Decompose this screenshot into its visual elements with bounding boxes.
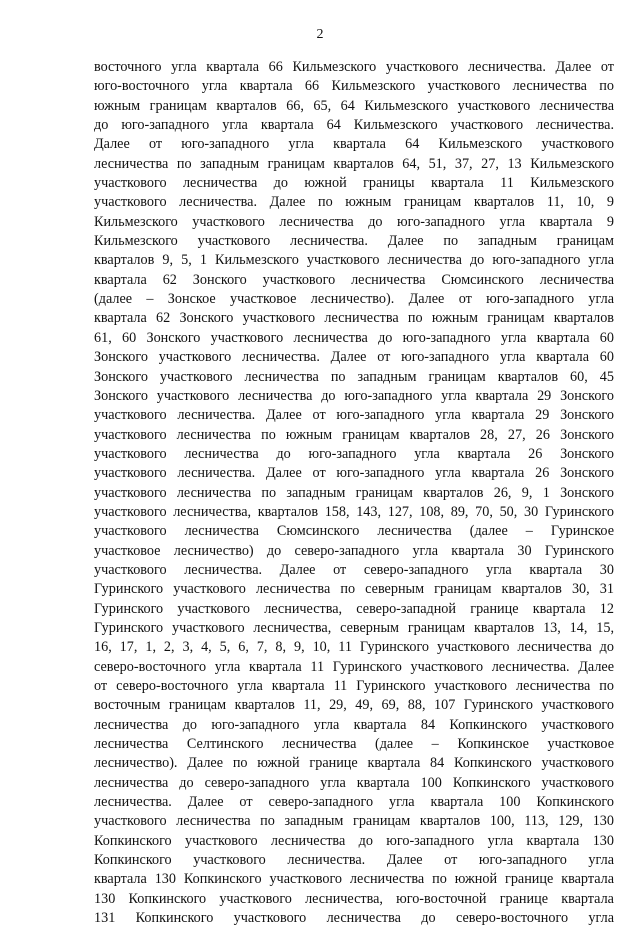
text-line: южным границам кварталов 66, 65, 64 Кильмезского участкового лесничества — [94, 97, 614, 114]
text-line: Гуринского участкового лесничества, северо-западной границе квартала 12 — [94, 600, 614, 617]
page-number: 2 — [316, 27, 324, 42]
text-line: лесничества до юго-западного угла квартала 84 Копкинского участкового — [94, 716, 614, 733]
text-line: участкового лесничества Сюмсинского лесничества (далее – Гуринское — [94, 523, 614, 540]
text-line: Кильмезского участкового лесничества до юго-западного угла квартала 9 — [94, 213, 614, 230]
text-line: квартала 62 Зонского участкового лесничества Сюмсинского лесничества — [94, 271, 614, 288]
text-line: участкового лесничества по западным границам кварталов 26, 9, 1 Зонского — [94, 484, 614, 501]
body-text — [94, 58, 614, 928]
text-line: лесничества. Далее от северо-западного угла квартала 100 Копкинского — [94, 794, 614, 811]
text-line: лесничество). Далее по южной границе квартала 84 Копкинского участкового — [94, 755, 614, 772]
text-line: 130 Копкинского участкового лесничества, юго-восточной границе квартала — [94, 890, 614, 907]
text-line: участкового лесничества. Далее от северо-западного угла квартала 30 — [94, 561, 614, 578]
text-line: 131 Копкинского участкового лесничества до северо-восточного угла — [94, 910, 614, 927]
text-line: участкового лесничества. Далее от юго-западного угла квартала 26 Зонского — [94, 465, 614, 482]
text-line: лесничества до северо-западного угла квартала 100 Копкинского участкового — [94, 774, 614, 791]
text-line: квартала 62 Зонского участкового лесничества по южным границам кварталов — [94, 310, 614, 327]
text-line: (далее – Зонское участковое лесничество). Далее от юго-западного угла — [94, 291, 614, 308]
text-line: кварталов 9, 5, 1 Кильмезского участкового лесничества до юго-западного угла — [94, 252, 614, 269]
text-line: восточным границам кварталов 11, 29, 49, 69, 88, 107 Гуринского участкового — [94, 697, 614, 714]
text-line: северо-восточного угла квартала 11 Гуринского участкового лесничества. Далее — [94, 658, 614, 675]
text-line: юго-восточного угла квартала 66 Кильмезского участкового лесничества по — [94, 78, 614, 95]
text-line: Кильмезского участкового лесничества. Далее по западным границам — [94, 233, 614, 250]
text-line: Копкинского участкового лесничества до юго-западного угла квартала 130 — [94, 832, 614, 849]
text-line: восточного угла квартала 66 Кильмезского участкового лесничества. Далее от — [94, 59, 614, 75]
text-line: Зонского участкового лесничества. Далее от юго-западного угла квартала 60 — [94, 349, 614, 366]
text-line: участкового лесничества. Далее от юго-западного угла квартала 29 Зонского — [94, 407, 614, 424]
text-line: участкового лесничества по западным границам кварталов 100, 113, 129, 130 — [94, 813, 614, 830]
text-line: Гуринского участкового лесничества по северным границам кварталов 30, 31 — [94, 581, 614, 598]
text-line: Зонского участкового лесничества до юго-западного угла квартала 29 Зонского — [94, 387, 614, 404]
text-line: Гуринского участкового лесничества, северным границам кварталов 13, 14, 15, — [94, 619, 614, 636]
text-line: Зонского участкового лесничества по западным границам кварталов 60, 45 — [94, 368, 614, 385]
text-line: участкового лесничества. Далее по южным границам кварталов 11, 10, 9 — [94, 194, 614, 211]
text-line: до юго-западного угла квартала 64 Кильмезского участкового лесничества. — [94, 117, 614, 134]
text-line: Копкинского участкового лесничества. Далее от юго-западного угла — [94, 852, 614, 869]
text-line: Далее от юго-западного угла квартала 64 Кильмезского участкового — [94, 136, 614, 153]
text-line: участкового лесничества до юго-западного угла квартала 26 Зонского — [94, 445, 614, 462]
text-line: 61, 60 Зонского участкового лесничества до юго-западного угла квартала 60 — [94, 329, 614, 346]
text-line: участкового лесничества до южной границы квартала 11 Кильмезского — [94, 175, 614, 192]
text-line: лесничества по западным границам кварталов 64, 51, 37, 27, 13 Кильмезского — [94, 155, 614, 172]
text-line: лесничества Селтинского лесничества (далее – Копкинское участковое — [94, 736, 614, 753]
text-line: участкового лесничества, кварталов 158, 143, 127, 108, 89, 70, 50, 30 Гуринского — [94, 503, 614, 520]
text-line: от северо-восточного угла квартала 11 Гуринского участкового лесничества по — [94, 678, 614, 694]
text-line: участковое лесничество) до северо-западного угла квартала 30 Гуринского — [94, 542, 614, 559]
text-line: квартала 130 Копкинского участкового лесничества по южной границе квартала — [94, 871, 614, 888]
text-line: 16, 17, 1, 2, 3, 4, 5, 6, 7, 8, 9, 10, 11 Гуринского участкового лесничества до — [94, 639, 614, 656]
text-line: участкового лесничества по южным границам кварталов 28, 27, 26 Зонского — [94, 426, 614, 443]
